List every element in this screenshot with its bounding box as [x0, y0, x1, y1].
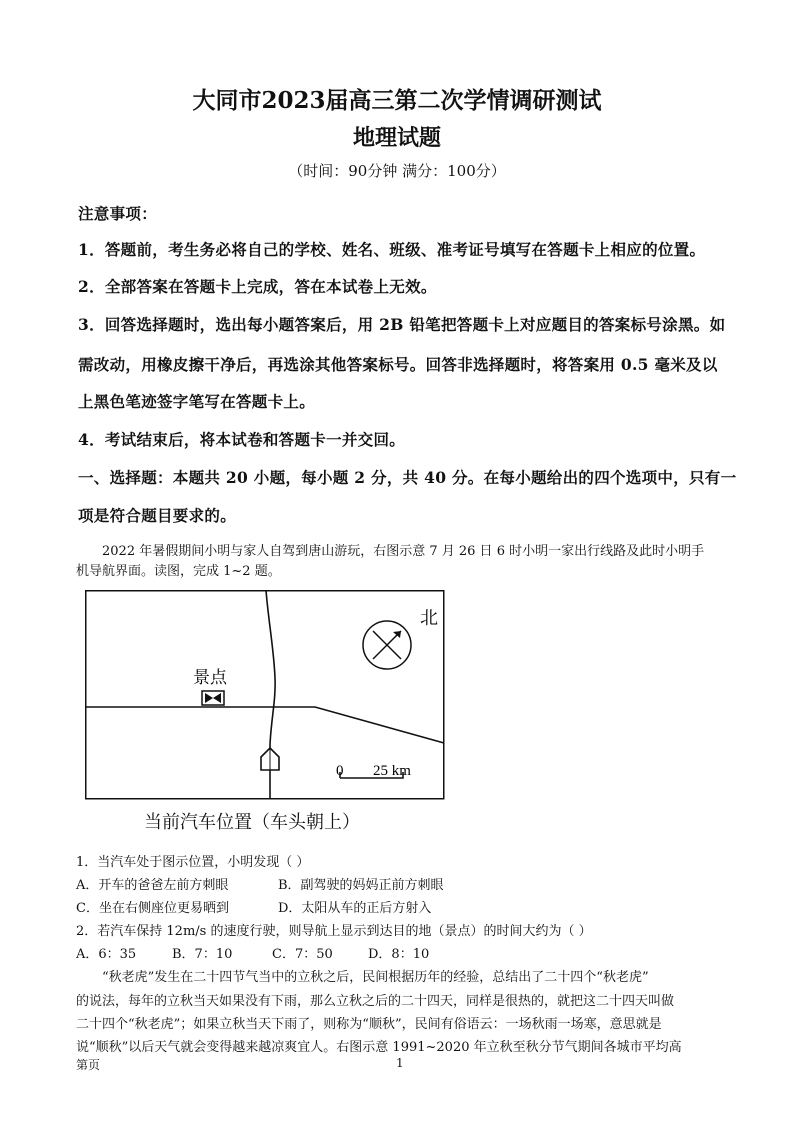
note-item-1: 1．答题前，考生务必将自己的学校、姓名、班级、准考证号填写在答题卡上相应的位置。: [78, 240, 706, 259]
q2-option-d: D．8：10: [368, 947, 430, 962]
note-item-3: 3．回答选择题时，选出每小题答案后，用 2B 铅笔把答题卡上对应题目的答案标号涂黑。如: [78, 315, 726, 334]
note-item-3-cont2: 上黑色笔迹签字笔写在答题卡上。: [78, 392, 316, 411]
note-item-3-cont: 需改动，用橡皮擦干净后，再选涂其他答案标号。回答非选择题时，将答案用 0.5 毫米及以: [78, 355, 718, 374]
subject-title: 地理试题: [352, 125, 441, 151]
passage2-line3: 二十四个“秋老虎”；如果立秋当天下雨了，则称为“顺秋”，民间有俗语云：一场秋雨一场寒，意思就是: [76, 1017, 662, 1032]
passage2-line4: 说“顺秋”以后天气就会变得越来越凉爽宜人。右图示意 1991~2020 年立秋至秋分节气期间各城市平均高: [76, 1040, 682, 1055]
scenic-spot-label: 景点: [193, 668, 227, 688]
passage1-line1: 2022 年暑假期间小明与家人自驾到唐山游玩，右图示意 7 月 26 日 6 时小明一家出行线路及此时小明手: [102, 544, 705, 559]
map-svg: [85, 590, 445, 800]
section-heading-line1: 一、选择题：本题共 20 小题，每小题 2 分，共 40 分。在每小题给出的四个选项中，只有一: [78, 468, 737, 487]
scale-value: 25 km: [373, 763, 411, 779]
section-heading-line2: 项是符合题目要求的。: [78, 506, 237, 525]
exam-title: 大同市2023届高三第二次学情调研测试: [192, 87, 602, 114]
note-item-2: 2．全部答案在答题卡上完成，答在本试卷上无效。: [78, 277, 437, 296]
q1-stem: 1．当汽车处于图示位置，小明发现（ ）: [76, 855, 310, 870]
footer-label: 第页: [76, 1058, 101, 1072]
q2-option-b: B．7：10: [172, 947, 233, 962]
q1-option-d: D．太阳从车的正后方射入: [278, 901, 432, 916]
passage2-line1: “秋老虎”发生在二十四节气当中的立秋之后，民间根据历年的经验，总结出了二十四个“秋老虎”: [102, 970, 649, 985]
q2-option-a: A．6：35: [76, 947, 137, 962]
q2-stem: 2．若汽车保持 12m/s 的速度行驶，则导航上显示到达目的地（景点）的时间大约为（ ）: [76, 924, 592, 939]
north-label: 北: [420, 608, 438, 629]
passage1-line2: 机导航界面。读图，完成 1~2 题。: [76, 564, 281, 579]
q1-option-b: B．副驾驶的妈妈正前方刺眼: [278, 878, 444, 893]
q1-option-a: A．开车的爸爸左前方刺眼: [76, 878, 229, 893]
notes-heading: 注意事项：: [78, 204, 158, 223]
scenic-spot-icon: [202, 691, 224, 705]
passage2-line2: 的说法，每年的立秋当天如果没有下雨，那么立秋之后的二十四天，同样是很热的，就把这二十四天叫做: [76, 994, 675, 1009]
page-number: 1: [396, 1056, 404, 1070]
scale-zero: 0: [336, 763, 344, 779]
note-item-4: 4．考试结束后，将本试卷和答题卡一并交回。: [78, 430, 406, 449]
q2-option-c: C．7：50: [272, 947, 333, 962]
time-info: （时间：90分钟 满分：100分）: [288, 162, 506, 180]
navigation-map: [85, 590, 445, 800]
map-caption: 当前汽车位置（车头朝上）: [144, 812, 360, 833]
q1-option-c: C．坐在右侧座位更易晒到: [76, 901, 229, 916]
